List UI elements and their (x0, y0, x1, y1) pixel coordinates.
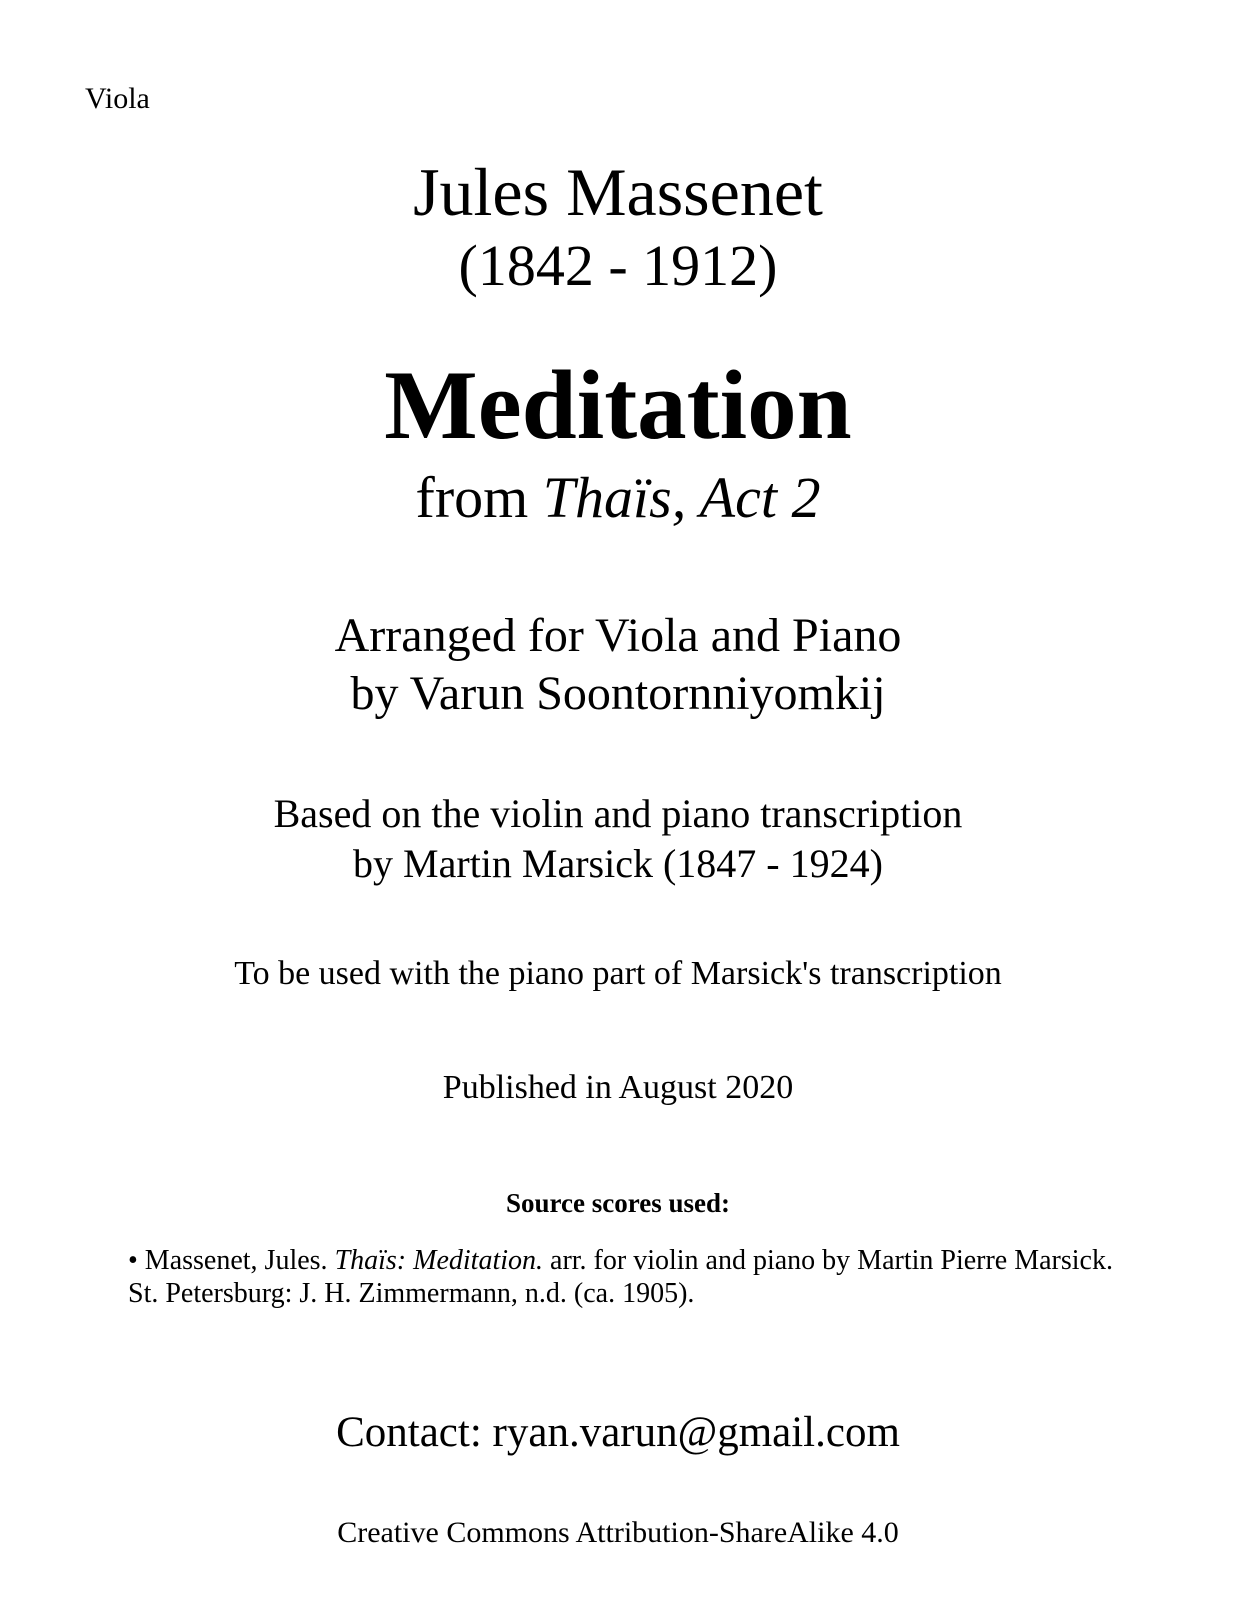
arrangement-credit (0, 607, 1236, 723)
license-line: Creative Commons Attribution-ShareAlike 4.0 (337, 1516, 899, 1549)
subtitle-work-name: Thaïs, Act 2 (542, 465, 821, 530)
composer-name: Jules Massenet (413, 154, 823, 230)
work-subtitle (0, 465, 1236, 530)
citation-publisher: St. Petersburg: J. H. Zimmermann, n.d. (ca. 1905). (128, 1278, 695, 1309)
source-citation (128, 1244, 1158, 1310)
citation-part1: • Massenet, Jules. (128, 1245, 335, 1276)
usage-note: To be used with the piano part of Marsick's transcription (234, 955, 1002, 992)
contact-line: Contact: ryan.varun@gmail.com (336, 1409, 900, 1456)
arrangement-line1: Arranged for Viola and Piano (334, 609, 902, 662)
subtitle-prefix: from (415, 465, 543, 530)
work-title: Meditation (384, 351, 852, 460)
composer-dates: (1842 - 1912) (458, 233, 778, 298)
citation-work-italic: Thaïs: Meditation. (334, 1245, 544, 1276)
citation-part2: arr. for violin and piano by Martin Pierre Marsick. (543, 1245, 1113, 1276)
basis-line2: by Martin Marsick (1847 - 1924) (353, 841, 883, 886)
basis-credit (0, 789, 1236, 889)
arranger-name: by Varun Soontornniyomkij (350, 667, 886, 720)
source-heading: Source scores used: (506, 1188, 730, 1218)
basis-line1: Based on the violin and piano transcription (273, 791, 963, 836)
part-label: Viola (85, 82, 150, 115)
publication-date: Published in August 2020 (442, 1069, 794, 1106)
